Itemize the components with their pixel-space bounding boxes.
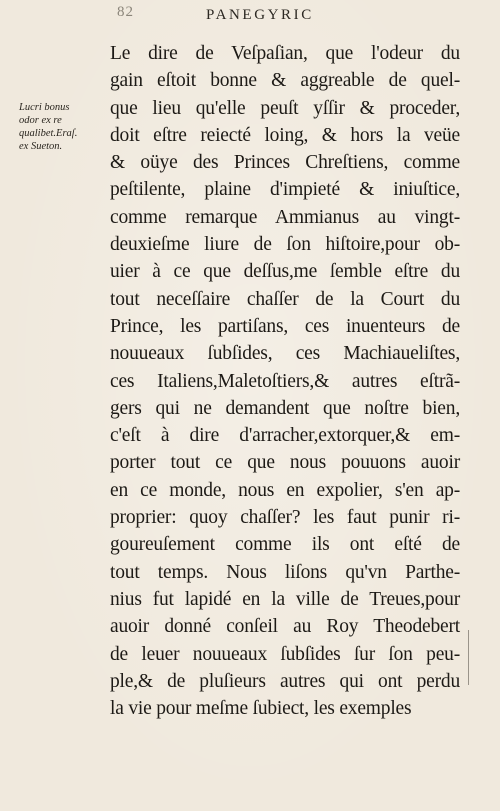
text-line: uier à ce que deſſus,me ſemble eſtre du (110, 261, 460, 283)
page-number: 82 (117, 4, 134, 20)
text-line: & oüye des Princes Chreſtiens, comme (110, 152, 460, 174)
margin-note-line: odor ex re (19, 115, 62, 126)
text-line: en ce monde, nous en expolier, s'en ap- (110, 479, 460, 501)
text-line: porter tout ce que nous pouuons auoir (110, 452, 460, 474)
text-line: auoir donné conſeil au Roy Theodebert (110, 616, 460, 638)
margin-note (19, 101, 114, 153)
text-line: ces Italiens,Maletoſtiers,& autres eſtrã- (110, 370, 460, 392)
text-line: comme remarque Ammianus au vingt- (110, 206, 460, 228)
running-title: PANEGYRIC (206, 7, 314, 23)
text-line: Prince, les partiſans, ces inuenteurs de (110, 315, 460, 337)
text-line: ple,& de pluſieurs autres qui ont perdu (110, 670, 460, 692)
margin-note-line: qualibet.Eraſ. (19, 128, 78, 139)
text-line: nius fut lapidé en la ville de Treues,pour (110, 588, 460, 610)
text-line: tout neceſſaire chaſſer de la Court du (110, 288, 460, 310)
margin-note-line: ex Sueton. (19, 141, 63, 152)
text-line: la vie pour meſme ſubiect, les exemples (110, 698, 412, 720)
text-line: c'eſt à dire d'arracher,extorquer,& em- (110, 425, 460, 447)
body-text (110, 40, 460, 722)
text-line: deuxieſme liure de ſon hiſtoire,pour ob- (110, 234, 460, 256)
margin-note-line: Lucri bonus (19, 102, 70, 113)
text-line: Le dire de Veſpaſian, que l'odeur du (110, 43, 460, 64)
text-line: nouueaux ſubſides, ces Machiaueliſtes, (110, 343, 460, 365)
margin-rule (468, 630, 469, 685)
text-line: doit eſtre reiecté loing, & hors la veüe (110, 124, 460, 146)
text-line: que lieu qu'elle peuſt yſſir & proceder, (110, 97, 460, 119)
text-line: peſtilente, plaine d'impieté & iniuſtice, (110, 179, 460, 201)
text-line: gers qui ne demandent que noſtre bien, (110, 397, 460, 419)
text-line: gain eſtoit bonne & aggreable de quel- (110, 70, 460, 92)
text-line: proprier: quoy chaſſer? les faut punir ri- (110, 507, 460, 529)
text-line: de leuer nouueaux ſubſides ſur ſon peu- (110, 643, 460, 665)
text-line: goureuſement comme ils ont eſté de (110, 534, 460, 556)
text-line: tout temps. Nous liſons qu'vn Parthe- (110, 561, 460, 583)
